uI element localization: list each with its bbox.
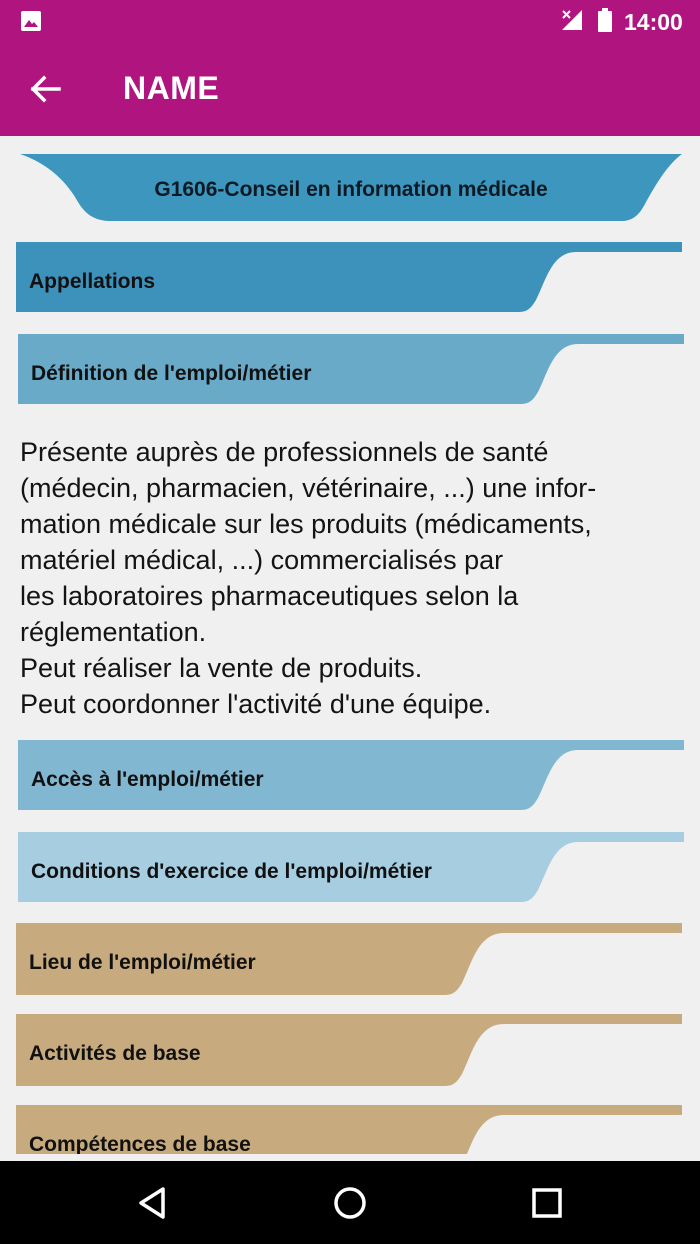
recents-square-icon[interactable]	[525, 1181, 569, 1225]
section-label: Activités de base	[29, 1042, 201, 1065]
signal-icon	[560, 8, 584, 32]
section-label: Appellations	[29, 270, 156, 293]
section-label: Lieu de l'emploi/métier	[29, 951, 256, 974]
section-lieu[interactable]	[16, 923, 682, 995]
back-triangle-icon[interactable]	[131, 1181, 175, 1225]
job-description	[20, 434, 685, 722]
page-title: NAME	[123, 70, 220, 106]
app-bar	[0, 42, 700, 136]
section-label: Accès à l'emploi/métier	[31, 768, 264, 791]
system-nav-bar	[0, 1161, 700, 1244]
content-scroll[interactable]	[0, 136, 700, 1154]
description-line: Présente auprès de professionnels de santé	[20, 437, 549, 467]
section-label: Compétences de base	[29, 1133, 251, 1154]
section-acces[interactable]	[18, 740, 684, 812]
description-line: (médecin, pharmacien, vétérinaire, ...) une infor-	[20, 473, 597, 503]
description-line: Peut coordonner l'activité d'une équipe.	[20, 689, 492, 719]
description-line: les laboratoires pharmaceutiques selon la	[20, 581, 519, 611]
clock: 14:00	[624, 9, 683, 35]
section-conditions[interactable]	[18, 832, 684, 904]
battery-icon	[598, 8, 612, 32]
description-line: mation médicale sur les produits (médicaments,	[20, 509, 592, 539]
image-icon	[20, 10, 42, 32]
description-line: matériel médical, ...) commercialisés par	[20, 545, 504, 575]
job-title-banner	[20, 154, 682, 222]
section-definition[interactable]	[18, 334, 684, 406]
section-activites[interactable]	[16, 1014, 682, 1086]
description-line: réglementation.	[20, 617, 207, 647]
home-circle-icon[interactable]	[328, 1181, 372, 1225]
section-appellations[interactable]	[16, 242, 682, 314]
section-label: Définition de l'emploi/métier	[31, 362, 312, 385]
status-bar	[0, 0, 700, 42]
section-label: Conditions d'exercice de l'emploi/métier	[31, 860, 432, 883]
section-competences[interactable]	[16, 1105, 682, 1154]
arrow-left-icon[interactable]	[20, 64, 70, 114]
job-title: G1606-Conseil en information médicale	[154, 178, 548, 201]
description-line: Peut réaliser la vente de produits.	[20, 653, 423, 683]
